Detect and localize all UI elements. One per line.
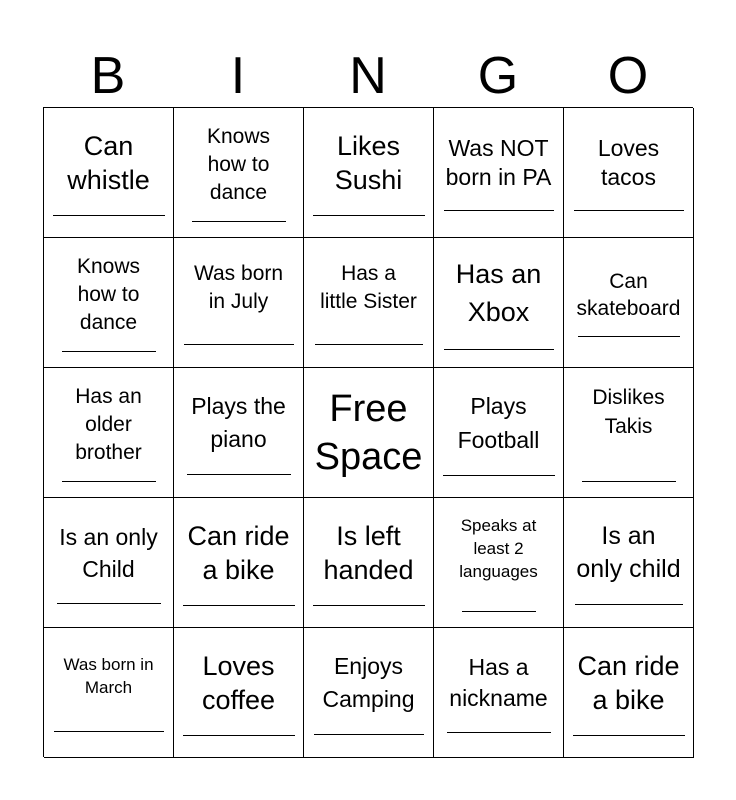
- signature-line: [54, 731, 164, 732]
- bingo-cell[interactable]: [304, 238, 434, 368]
- bingo-cell[interactable]: [434, 498, 564, 628]
- bingo-cell[interactable]: [304, 498, 434, 628]
- bingo-cell[interactable]: [174, 628, 304, 758]
- cell-text: Was NOT born in PA: [445, 135, 552, 190]
- bingo-cell[interactable]: [174, 238, 304, 368]
- signature-line: [444, 210, 554, 211]
- cell-text: Has a little Sister: [320, 262, 417, 313]
- bingo-cell[interactable]: [434, 108, 564, 238]
- signature-line: [313, 605, 425, 606]
- bingo-cell[interactable]: [44, 108, 174, 238]
- bingo-cell[interactable]: [174, 498, 304, 628]
- cell-text: Plays the piano: [191, 393, 286, 452]
- cell-text: Can ride a bike: [187, 521, 290, 585]
- signature-line: [62, 481, 156, 482]
- header-letter-g: G: [477, 47, 519, 105]
- cell-text: Knows how to dance: [206, 125, 271, 204]
- cell-text: Knows how to dance: [76, 255, 141, 334]
- signature-line: [443, 475, 555, 476]
- cell-text: Likes Sushi: [334, 131, 403, 195]
- bingo-cell[interactable]: [174, 368, 304, 498]
- cell-text: Is an only Child: [59, 524, 158, 582]
- bingo-cell[interactable]: [564, 368, 694, 498]
- signature-line: [573, 735, 685, 736]
- bingo-cell[interactable]: [564, 238, 694, 368]
- cell-text: Has a nickname: [449, 654, 548, 711]
- signature-line: [315, 344, 423, 345]
- signature-line: [313, 215, 425, 216]
- cell-text: Can ride a bike: [577, 651, 680, 715]
- cell-text: Is an only child: [576, 522, 681, 583]
- bingo-cell[interactable]: [44, 628, 174, 758]
- cell-text: Enjoys Camping: [322, 653, 415, 712]
- signature-line: [462, 611, 536, 612]
- cell-text: Has an older brother: [75, 385, 142, 464]
- bingo-cell: [304, 368, 434, 498]
- cell-text: Plays Football: [457, 393, 540, 453]
- signature-line: [53, 215, 165, 216]
- bingo-cell[interactable]: [434, 368, 564, 498]
- signature-line: [184, 344, 294, 345]
- header-letter-n: N: [349, 47, 387, 105]
- cell-text: Loves coffee: [201, 651, 276, 715]
- signature-line: [192, 221, 286, 222]
- signature-line: [578, 336, 680, 337]
- bingo-grid: [43, 107, 693, 757]
- cell-text: Has an Xbox: [455, 259, 542, 327]
- bingo-cell[interactable]: [304, 628, 434, 758]
- cell-text: Can skateboard: [576, 270, 681, 320]
- bingo-cell[interactable]: [434, 628, 564, 758]
- header-letter-b: B: [90, 47, 126, 105]
- signature-line: [575, 604, 683, 605]
- signature-line: [314, 734, 424, 735]
- cell-text: Dislikes Takis: [592, 386, 665, 438]
- signature-line: [447, 732, 551, 733]
- signature-line: [57, 603, 161, 604]
- signature-line: [183, 605, 295, 606]
- cell-text: Loves tacos: [597, 135, 660, 190]
- cell-text: Can whistle: [67, 131, 150, 195]
- cell-text: Was born in March: [63, 655, 154, 697]
- signature-line: [444, 349, 554, 350]
- signature-line: [582, 481, 676, 482]
- bingo-cell[interactable]: [174, 108, 304, 238]
- header-letter-i: I: [230, 47, 246, 105]
- signature-line: [187, 474, 291, 475]
- bingo-cell[interactable]: [564, 628, 694, 758]
- signature-line: [574, 210, 684, 211]
- bingo-cell[interactable]: [564, 108, 694, 238]
- bingo-cell[interactable]: [44, 238, 174, 368]
- bingo-header: [43, 44, 693, 108]
- cell-text: Was born in July: [193, 262, 284, 313]
- bingo-cell[interactable]: [564, 498, 694, 628]
- cell-text: Speaks at least 2 languages: [459, 515, 538, 581]
- header-letter-o: O: [607, 47, 649, 105]
- bingo-cell[interactable]: [44, 498, 174, 628]
- signature-line: [183, 735, 295, 736]
- signature-line: [62, 351, 156, 352]
- bingo-cell[interactable]: [434, 238, 564, 368]
- bingo-cell[interactable]: [44, 368, 174, 498]
- free-space-text: Free Space: [314, 387, 423, 478]
- cell-text: Is left handed: [323, 521, 414, 585]
- bingo-cell[interactable]: [304, 108, 434, 238]
